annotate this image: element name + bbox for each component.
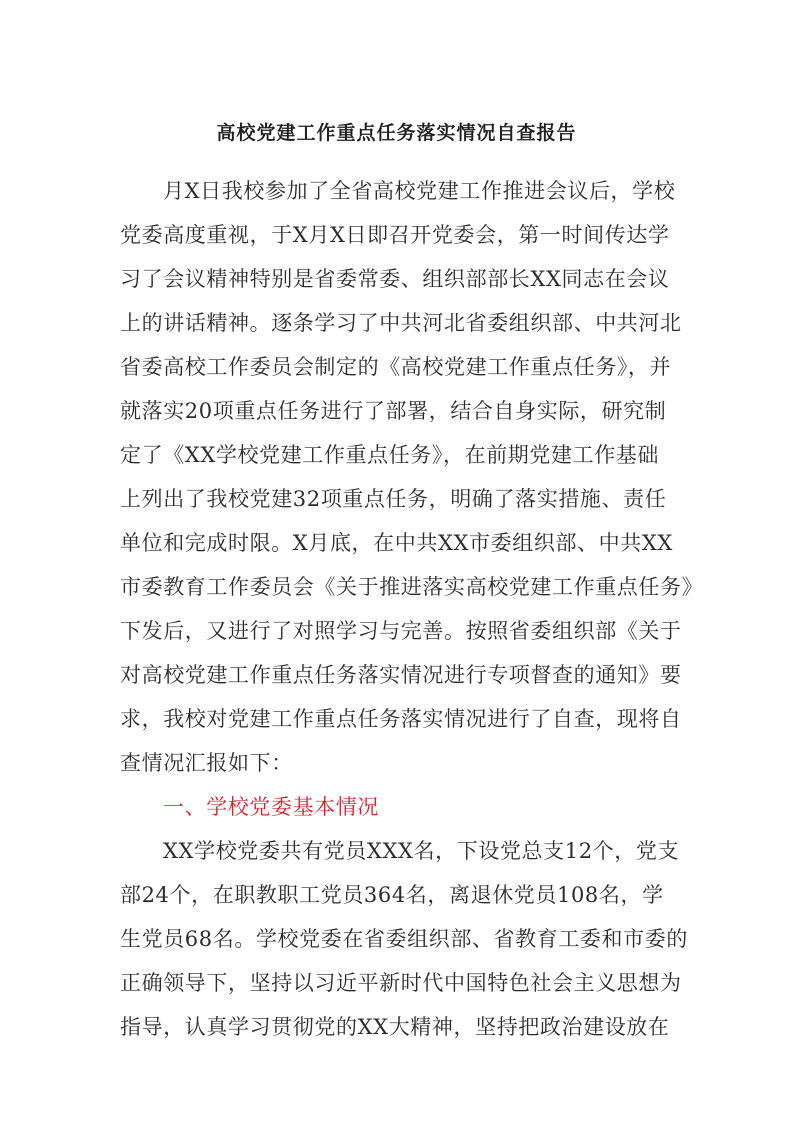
intro-line: 省委高校工作委员会制定的《高校党建工作重点任务》，并 (120, 355, 672, 379)
intro-line: 市委教育工作委员会《关于推进落实高校党建工作重点任务》 (120, 575, 704, 599)
section-line: XX学校党委共有党员XXX名，下设党总支12个，党支 (163, 839, 680, 863)
section-line: 生党员68名。学校党委在省委组织部、省教育工委和市委的 (120, 927, 688, 951)
intro-line: 就落实20项重点任务进行了部署，结合自身实际，研究制 (120, 399, 667, 423)
intro-line: 单位和完成时限。X月底，在中共XX市委组织部、中共XX (120, 531, 673, 555)
intro-line: 上的讲话精神。逐条学习了中共河北省委组织部、中共河北 (120, 311, 682, 335)
section-line: 正确领导下，坚持以习近平新时代中国特色社会主义思想为 (120, 971, 682, 995)
section-line: 指导，认真学习贯彻党的XX大精神，坚持把政治建设放在 (120, 1015, 670, 1039)
intro-line: 求，我校对党建工作重点任务落实情况进行了自查，现将自 (120, 707, 682, 731)
intro-line: 上列出了我校党建32项重点任务，明确了落实措施、责任 (120, 487, 667, 511)
section-heading: 一、学校党委基本情况 (163, 795, 379, 819)
section-line: 部24个，在职教职工党员364名，离退休党员108名，学 (120, 883, 664, 907)
intro-line: 月X日我校参加了全省高校党建工作推进会议后，学校 (163, 179, 676, 203)
document-title: 高校党建工作重点任务落实情况自查报告 (216, 122, 577, 144)
intro-line: 对高校党建工作重点任务落实情况进行专项督查的通知》要 (120, 663, 682, 687)
intro-line: 习了会议精神特别是省委常委、组织部部长XX同志在会议 (120, 267, 670, 291)
intro-line: 党委高度重视，于X月X日即召开党委会，第一时间传达学 (120, 223, 670, 247)
intro-line: 查情况汇报如下： (120, 751, 293, 775)
intro-line: 定了《XX学校党建工作重点任务》，在前期党建工作基础 (120, 443, 659, 467)
intro-line: 下发后，又进行了对照学习与完善。按照省委组织部《关于 (120, 619, 682, 643)
